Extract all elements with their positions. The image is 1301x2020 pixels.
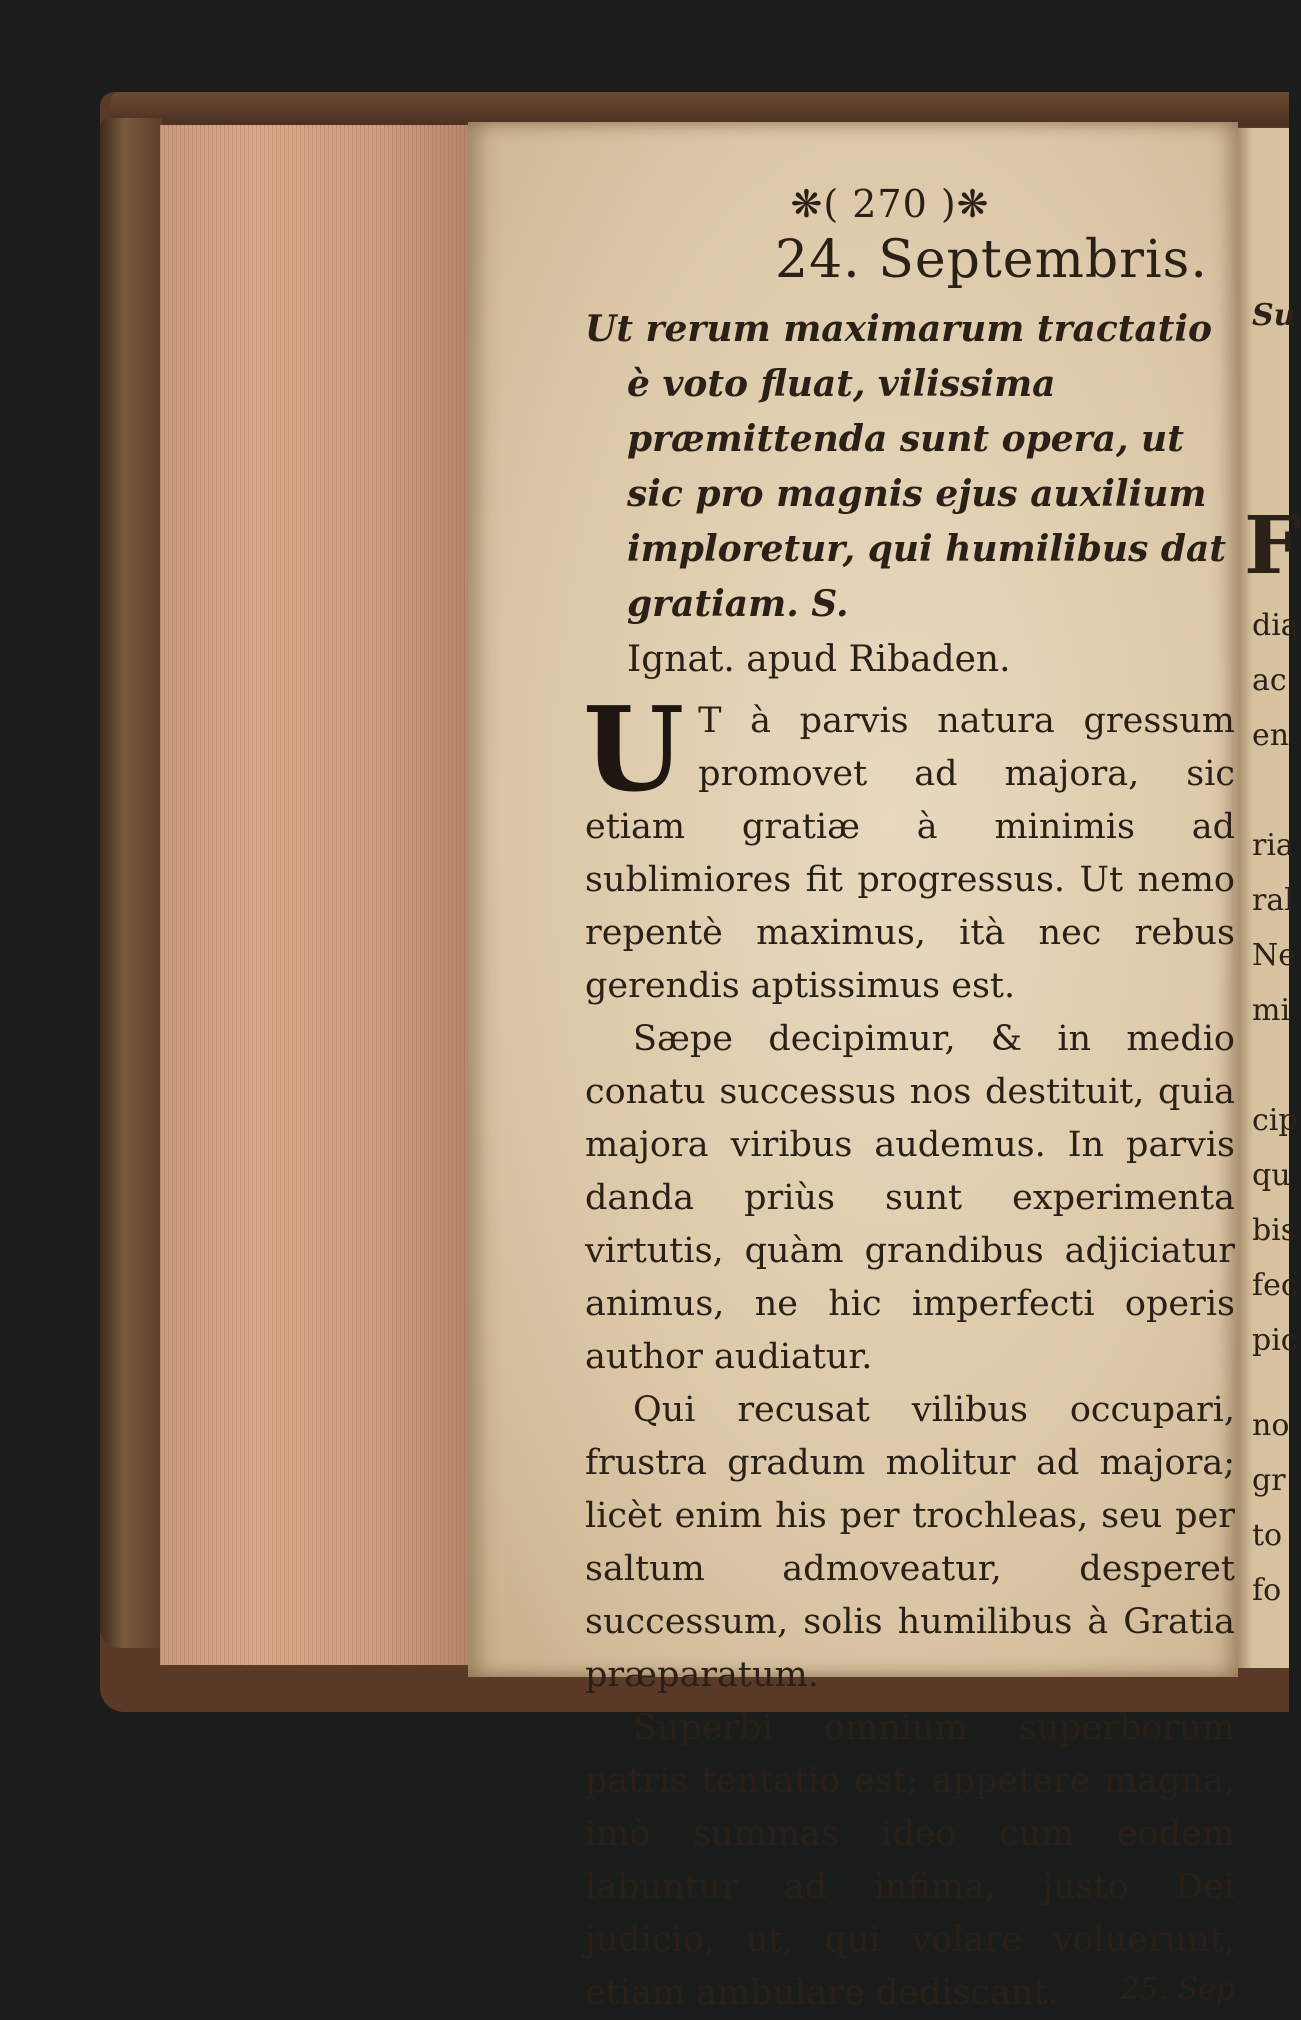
next-page-fragment: to — [1252, 1518, 1283, 1553]
next-page-fragment: ac — [1252, 663, 1287, 698]
next-page-fragment: Ne — [1252, 938, 1297, 973]
date-heading: 24. Septembris. — [775, 230, 1208, 290]
next-page-fragment: gr — [1252, 1463, 1286, 1498]
next-page-fragment: no — [1252, 1408, 1290, 1443]
next-page-fragment: cip — [1252, 1103, 1298, 1138]
next-page-fragment: fo — [1252, 1573, 1282, 1608]
catchword: 25. Sep — [1120, 1972, 1235, 2007]
next-page-fragment: qu — [1252, 1158, 1291, 1193]
paragraph-1 — [583, 682, 1235, 1013]
book-spine-top — [110, 92, 1289, 126]
next-page-fragment: Su — [1252, 298, 1296, 333]
page-number-header: ❋( 270 )❋ — [790, 182, 990, 226]
next-page-fragment: mi — [1252, 993, 1291, 1028]
paragraph-4: Superbi omnium superborum patris tentatio est; appetere magna, imò summas ideo cum eodem labuntur ad infima, justo Dei judicio, ut, qui volare voluerunt, etiam ambulare dediscant. — [585, 1708, 1235, 2013]
next-page-fragment: dia — [1252, 608, 1299, 643]
paragraph-3: Qui recusat vilibus occupari, frustra gradum molitur ad majora; licèt enim his per trochleas, seu per saltum admoveatur, desperet successum, solis humilibus à Gratia præparatum. — [585, 1390, 1235, 1695]
next-page-fragment: ria — [1252, 828, 1294, 863]
next-page-fragment: F — [1244, 498, 1301, 592]
motto-quote: Ut rerum maximarum tractatio è voto fluat, vilissima præmittenda sunt opera, ut sic pro magnis ejus auxilium imploretur, qui humilibus dat gratiam. S. — [585, 308, 1227, 625]
motto-source: Ignat. apud Ribaden. — [627, 639, 1011, 680]
next-page-fragment: bis — [1252, 1213, 1297, 1248]
next-page-fragment: pic — [1252, 1323, 1298, 1358]
paragraph-2: Sæpe decipimur, & in medio conatu successus nos destituit, quia majora viribus audemus. In parvis danda priùs sunt experimenta virtutis, quàm grandibus adjiciatur animus, ne hic imperfecti operis author audiatur. — [585, 1019, 1235, 1377]
next-page-fragment: fec — [1252, 1268, 1298, 1303]
paragraph-1-text: T à parvis natura gressum promovet ad majora, sic etiam gratiæ à minimis ad sublimiores fit progressus. Ut nemo repentè maximus, ità nec rebus gerendis aptissimus est. — [585, 701, 1235, 1006]
cover-edge — [100, 118, 162, 1648]
next-page-edge — [1238, 128, 1301, 1668]
next-page-fragment: en — [1252, 718, 1290, 753]
drop-cap: U — [583, 682, 685, 818]
page-content — [583, 182, 1235, 2013]
page-block-edges — [160, 125, 478, 1665]
next-page-fragment: ral — [1252, 883, 1294, 918]
